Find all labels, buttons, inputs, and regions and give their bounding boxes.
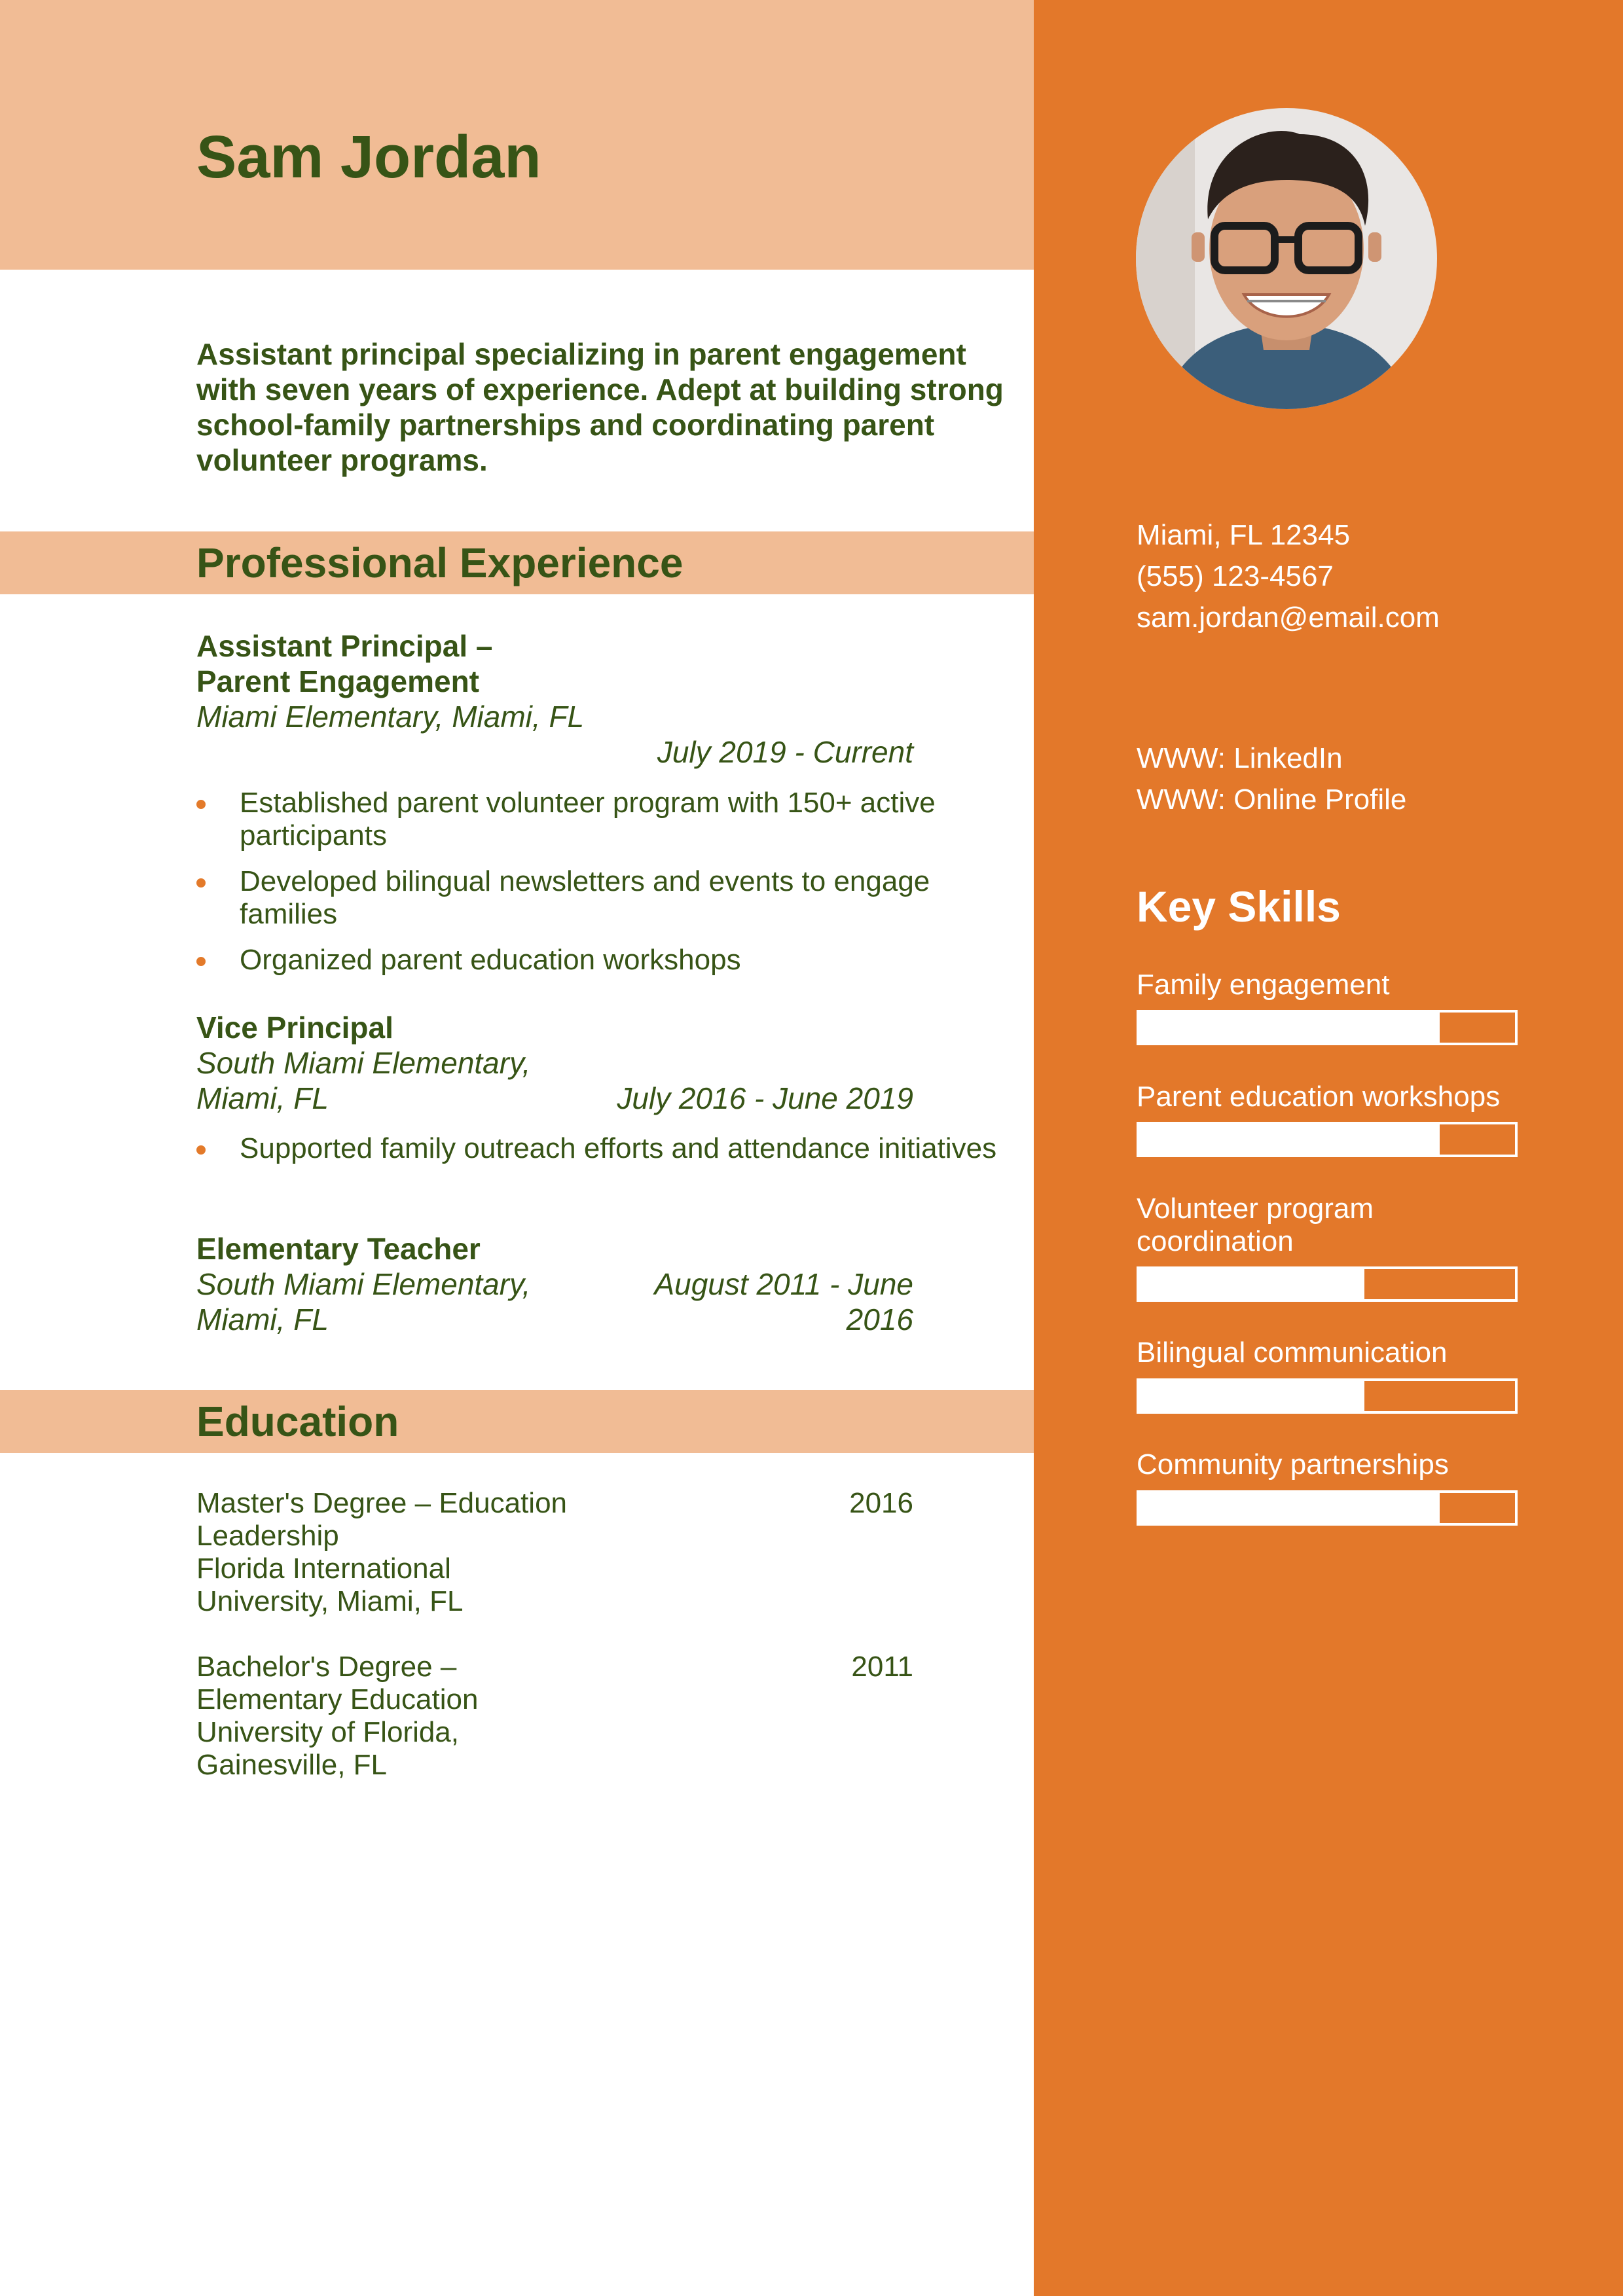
degree-name: Master's Degree – Education Leadership bbox=[196, 1487, 568, 1552]
profile-photo bbox=[1136, 108, 1437, 409]
skill-label: Bilingual communication bbox=[1137, 1336, 1448, 1369]
skill-bar bbox=[1137, 1378, 1518, 1414]
skill-bar-fill bbox=[1139, 1013, 1440, 1043]
portrait-image bbox=[1136, 108, 1437, 409]
candidate-name: Sam Jordan bbox=[196, 124, 541, 190]
bullet-dot-icon bbox=[196, 957, 206, 966]
job-bullet-text: Organized parent education workshops bbox=[240, 944, 741, 976]
skill-bar-fill bbox=[1139, 1269, 1364, 1299]
degree-name: Bachelor's Degree – Elementary Education bbox=[196, 1651, 479, 1715]
experience-heading: Professional Experience bbox=[196, 539, 684, 586]
profile-summary: Assistant principal specializing in parent engagement with seven years of experience. Adept at building strong school-family partnerships and coordinating parent volunteer programs. bbox=[196, 337, 1004, 477]
skill-bar bbox=[1137, 1490, 1518, 1526]
bullet-dot-icon bbox=[196, 800, 206, 809]
education-year: 2016 bbox=[849, 1487, 913, 1519]
online-profile-link[interactable]: WWW: Online Profile bbox=[1137, 783, 1407, 816]
job-organization: South Miami Elementary, Miami, FL bbox=[196, 1267, 531, 1336]
job-bullet-text: Developed bilingual newsletters and events to engage families bbox=[240, 865, 930, 930]
job-title: Elementary Teacher bbox=[196, 1232, 481, 1266]
job-bullet-text: Supported family outreach efforts and attendance initiatives bbox=[240, 1132, 997, 1164]
skill-bar bbox=[1137, 1010, 1518, 1045]
job-title: Assistant Principal – Parent Engagement bbox=[196, 629, 493, 698]
job-bullet bbox=[196, 865, 1015, 931]
bullet-dot-icon bbox=[196, 878, 206, 888]
school-name: Florida International University, Miami, FL bbox=[196, 1552, 464, 1617]
skill-bar-fill bbox=[1139, 1381, 1364, 1411]
job-bullet bbox=[196, 787, 1015, 852]
job-title: Vice Principal bbox=[196, 1011, 393, 1045]
job-dates: August 2011 - June 2016 bbox=[654, 1267, 913, 1336]
job-bullet-list bbox=[196, 787, 1015, 990]
skill-bar bbox=[1137, 1266, 1518, 1302]
skill-label: Parent education workshops bbox=[1137, 1081, 1501, 1113]
skill-bar-fill bbox=[1139, 1493, 1440, 1523]
job-bullet bbox=[196, 1132, 1015, 1165]
bullet-dot-icon bbox=[196, 1145, 206, 1155]
education-entry bbox=[196, 1487, 615, 1618]
skill-label: Family engagement bbox=[1137, 969, 1390, 1001]
job-bullet-list bbox=[196, 1132, 1015, 1178]
skill-bar bbox=[1137, 1122, 1518, 1157]
education-section-band bbox=[0, 1390, 1034, 1453]
job-dates: July 2016 - June 2019 bbox=[617, 1081, 913, 1115]
job-organization: Miami Elementary, Miami, FL bbox=[196, 700, 585, 734]
job-bullet-text: Established parent volunteer program with 150+ active participants bbox=[240, 787, 936, 852]
contact-email[interactable]: sam.jordan@email.com bbox=[1137, 601, 1440, 634]
linkedin-link[interactable]: WWW: LinkedIn bbox=[1137, 742, 1343, 774]
education-year: 2011 bbox=[851, 1651, 913, 1683]
job-dates: July 2019 - Current bbox=[657, 735, 913, 769]
skill-bar-fill bbox=[1139, 1124, 1440, 1155]
job-organization: South Miami Elementary, Miami, FL bbox=[196, 1046, 531, 1115]
job-bullet bbox=[196, 944, 1015, 977]
skill-label: Volunteer program coordination bbox=[1137, 1193, 1374, 1257]
education-heading: Education bbox=[196, 1398, 399, 1445]
skills-heading: Key Skills bbox=[1137, 882, 1341, 931]
contact-phone: (555) 123-4567 bbox=[1137, 560, 1334, 592]
education-entry bbox=[196, 1651, 524, 1782]
skill-label: Community partnerships bbox=[1137, 1448, 1449, 1480]
school-name: University of Florida, Gainesville, FL bbox=[196, 1716, 460, 1781]
contact-address: Miami, FL 12345 bbox=[1137, 519, 1351, 551]
